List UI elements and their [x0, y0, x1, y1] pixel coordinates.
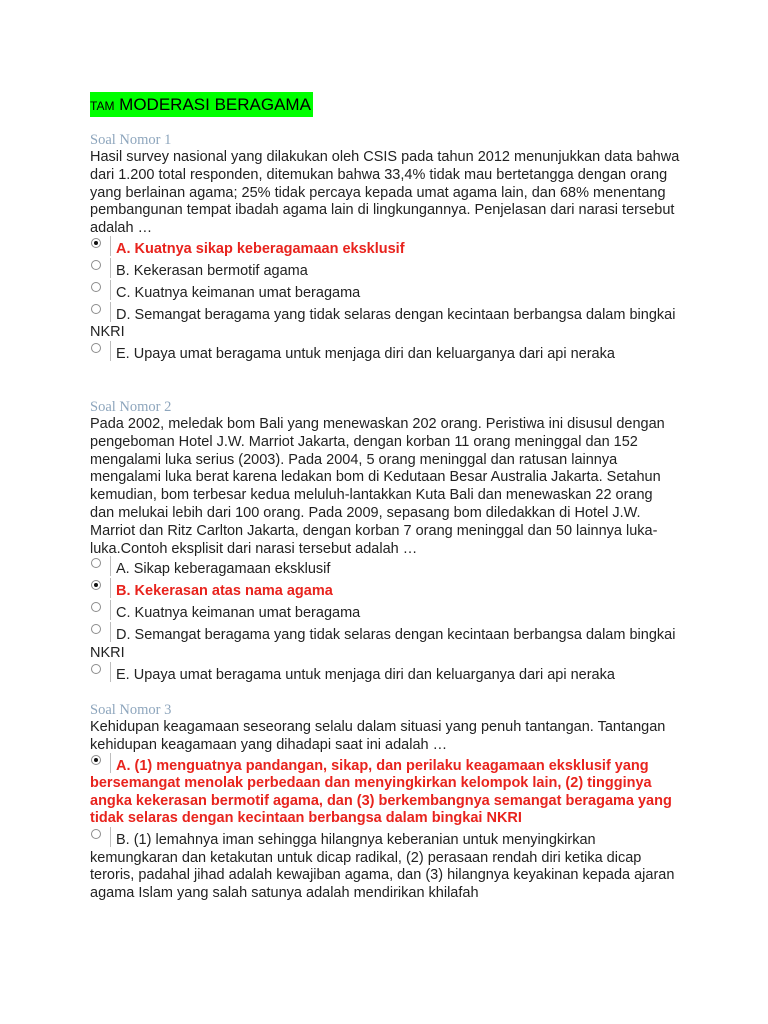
question-text: Kehidupan keagamaan seseorang selalu dalam situasi yang penuh tantangan. Tantangan kehidupan keagamaan yang dihadapi saat ini adalah … — [90, 719, 666, 753]
question-2 — [90, 397, 680, 684]
radio-icon[interactable] — [91, 602, 101, 612]
title-prefix: TAM — [90, 99, 115, 113]
radio-icon[interactable] — [91, 664, 101, 674]
divider — [110, 280, 111, 300]
option-label: B. Kekerasan atas nama agama — [116, 583, 333, 600]
option-e[interactable] — [90, 667, 680, 685]
radio-icon[interactable] — [91, 260, 101, 270]
option-a[interactable] — [90, 241, 680, 259]
option-label: C. Kuatnya keimanan umat beragama — [116, 284, 361, 301]
option-label: A. (1) menguatnya pandangan, sikap, dan perilaku keagamaan eksklusif yang bersemangat menolak perbedaan dan menyingkirkan kelompok lain, (2) tingginya angka kekerasan bermotif agama, dan (3) berkembangnya semangat beragama yang tidak selaras dengan kecintaan berbangsa dalam bingkai NKRI — [90, 757, 672, 827]
option-c[interactable] — [90, 285, 680, 303]
option-label: E. Upaya umat beragama untuk menjaga diri dan keluarganya dari api neraka — [116, 666, 615, 683]
option-label: C. Kuatnya keimanan umat beragama — [116, 605, 361, 622]
radio-icon[interactable] — [91, 343, 101, 353]
radio-icon[interactable] — [91, 282, 101, 292]
option-d[interactable] — [90, 307, 680, 342]
divider — [110, 556, 111, 576]
option-e[interactable] — [90, 346, 680, 364]
option-label: B. Kekerasan bermotif agama — [116, 262, 308, 279]
radio-icon[interactable] — [91, 829, 101, 839]
question-1 — [90, 130, 680, 364]
option-b[interactable] — [90, 832, 680, 902]
option-label: D. Semangat beragama yang tidak selaras dengan kecintaan berbangsa dalam bingkai NKRI — [90, 627, 676, 661]
divider — [110, 827, 111, 847]
radio-icon[interactable] — [91, 624, 101, 634]
option-label: A. Sikap keberagamaan eksklusif — [116, 561, 331, 578]
option-label: D. Semangat beragama yang tidak selaras dengan kecintaan berbangsa dalam bingkai NKRI — [90, 306, 676, 341]
radio-selected-icon[interactable] — [91, 755, 101, 765]
question-text: Pada 2002, meledak bom Bali yang menewaskan 202 orang. Peristiwa ini disusul dengan pengeboman Hotel J.W. Marriot Jakarta, dengan korban 11 orang meninggal dan 152 mengalami luka serius (2003). Pada 2004, 5 orang meninggal dan ratusan lainnya mengalami luka berat karena ledakan bom di Kedutaan Besar Australia Jakarta. Setahun kemudian, bom terbesar kedua meluluh-lantakkan Kuta Bali dan menewaskan 22 orang dan melukai lebih dari 100 orang. Pada 2009, sepasang bom diledakkan di Hotel J.W. Marriot dan Ritz Carlton Jakarta, dengan korban 7 orang meninggal dan 50 lainnya luka-luka.Contoh eksplisit dari narasi tersebut adalah … — [90, 416, 665, 557]
option-label: A. Kuatnya sikap keberagamaan eksklusif — [116, 240, 405, 257]
option-d[interactable] — [90, 627, 680, 662]
divider — [110, 662, 111, 682]
title-text: MODERASI BERAGAMA — [114, 95, 311, 114]
divider — [110, 258, 111, 278]
option-b[interactable] — [90, 583, 680, 601]
option-label: B. (1) lemahnya iman sehingga hilangnya keberanian untuk menyingkirkan kemungkaran dan ketakutan untuk dicap radikal, (2) perasaan rendah diri ketika dicap teroris, padahal jihad adalah kewajiban agama, dan (3) hilangnya keyakinan kepada ajaran agama Islam yang salah satunya adalah mendirikan khilafah — [90, 832, 675, 901]
radio-selected-icon[interactable] — [91, 580, 101, 590]
question-number: Soal Nomor 1 — [90, 132, 172, 148]
divider — [110, 753, 111, 773]
question-text: Hasil survey nasional yang dilakukan oleh CSIS pada tahun 2012 menunjukkan data bahwa dari 1.200 total responden, ditemukan bahwa 33,4% tidak mau bertetangga dengan orang yang berlainan agama; 25% tidak percaya kepada umat agama lain, dan 68% menentang pembangunan tempat ibadah agama lain di lingkungannya. Penjelasan dari narasi tersebut adalah … — [90, 149, 680, 237]
page-title — [90, 92, 313, 117]
option-a[interactable] — [90, 758, 680, 828]
question-3 — [90, 700, 680, 902]
divider — [110, 302, 111, 322]
divider — [110, 600, 111, 620]
option-a[interactable] — [90, 561, 680, 579]
divider — [110, 622, 111, 642]
radio-icon[interactable] — [91, 558, 101, 568]
radio-selected-icon[interactable] — [91, 238, 101, 248]
option-c[interactable] — [90, 605, 680, 623]
question-number: Soal Nomor 2 — [90, 399, 172, 415]
question-number: Soal Nomor 3 — [90, 702, 172, 718]
radio-icon[interactable] — [91, 304, 101, 314]
divider — [110, 341, 111, 361]
option-label: E. Upaya umat beragama untuk menjaga diri dan keluarganya dari api neraka — [116, 346, 615, 363]
divider — [110, 578, 111, 598]
option-b[interactable] — [90, 263, 680, 281]
divider — [110, 236, 111, 256]
